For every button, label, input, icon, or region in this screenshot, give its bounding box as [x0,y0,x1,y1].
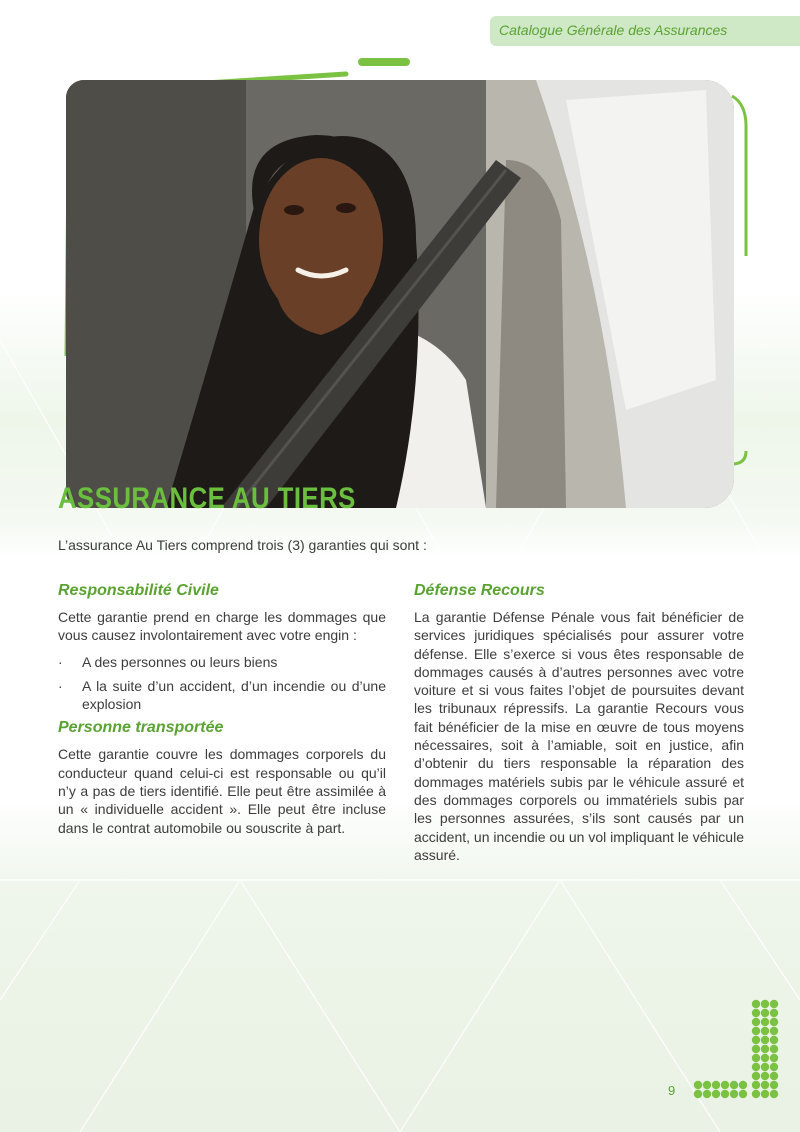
bullet-item: · A des personnes ou leurs biens [58,653,386,671]
catalog-title: Catalogue Générale des Assurances [499,22,728,38]
woman-driver-photo [66,80,734,508]
right-column [414,582,744,864]
dot-corner-decoration [690,996,790,1106]
page-title: ASSURANCE AU TIERS [58,482,356,515]
heading-responsabilite-civile: Responsabilité Civile [58,582,219,599]
intro-text: L’assurance Au Tiers comprend trois (3) garanties qui sont : [58,537,427,553]
photo-illustration [66,80,734,508]
photo-frame [56,56,746,476]
heading-personne-transportee: Personne transportée [58,719,224,737]
bullet-item: · A la suite d’un accident, d’un incendie ou d’une explosion [58,677,386,714]
personne-transportee-text: Cette garantie couvre les dommages corporels du conducteur quand celui-ci est responsable ou qu’il n’y a pas de tiers identifié. Elle peut être assimilée à un « individuelle accident ». Elle peut être incluse dans le contrat automobile ou souscrite à part. [58,746,386,836]
responsabilite-civile-text: Cette garantie prend en charge les dommages que vous causez involontairement avec votre engin : [58,609,386,644]
heading-defense-recours: Défense Recours [414,582,545,599]
catalog-header-tab [490,16,800,46]
left-column [58,582,386,837]
responsabilite-bullet-list [58,653,386,714]
page-number: 9 [668,1083,676,1098]
defense-recours-text: La garantie Défense Pénale vous fait bénéficier de services juridiques spécialisés pour assurer votre défense. Elle s’exerce si vous êtes responsable de dommages causés à d’autres personnes avec votre voiture et si vous faites l’objet de poursuites devant les tribunaux répressifs. La garantie Recours vous fait bénéficier de la mise en œuvre de tous moyens nécessaires, soit à l’amiable, soit en justice, afin d’obtenir du tiers responsable la réparation des dommages matériels subis par le véhicule assuré et des dommages corporels ou immatériels subis par les personnes assurées, s’ils sont causés par un accident, un incendie ou un vol impliquant le véhicule assuré. [414,609,744,863]
